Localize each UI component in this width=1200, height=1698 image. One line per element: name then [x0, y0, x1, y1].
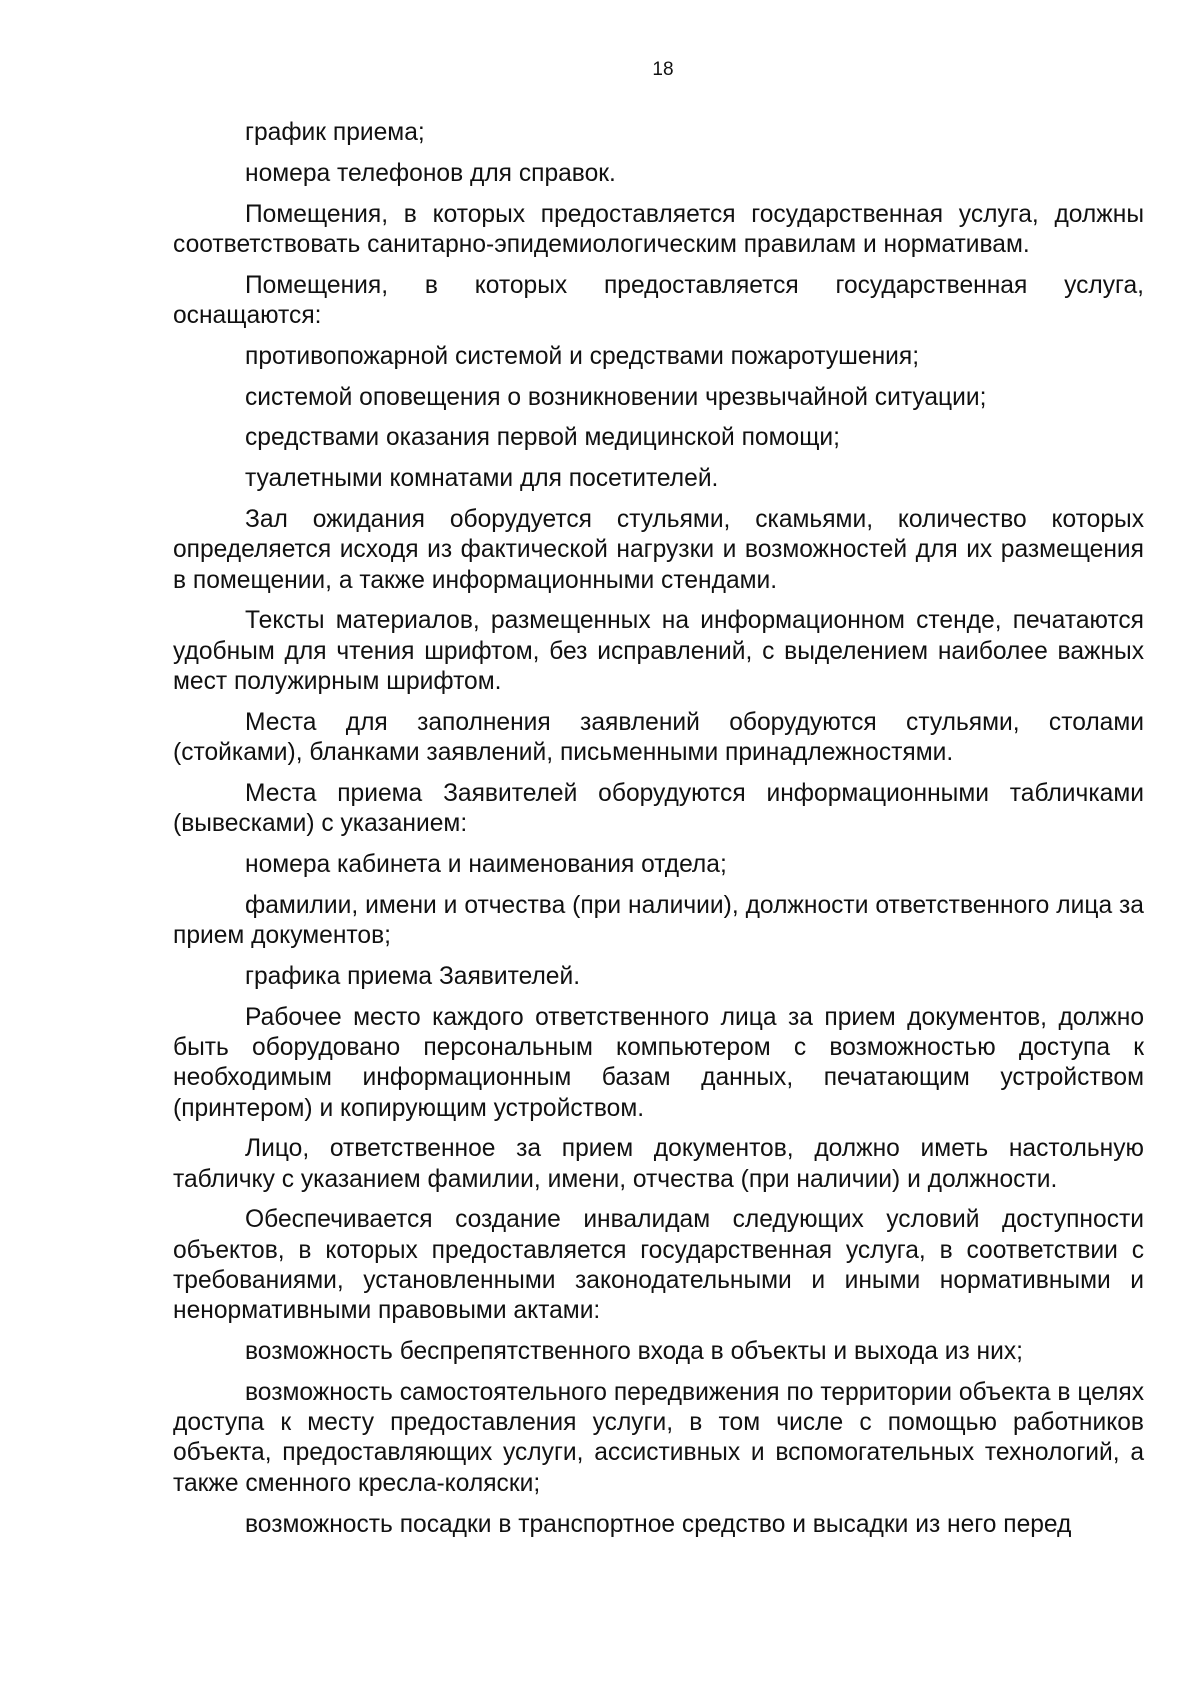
paragraph: Обеспечивается создание инвалидам следующих условий доступности объектов, в которых предоставляется государственная услуга, в соответствии с требованиями, установленными законодательными и иными нормативными и ненормативными правовыми актами:	[173, 1206, 1144, 1325]
paragraph: противопожарной системой и средствами пожаротушения;	[245, 342, 920, 370]
document-body	[173, 118, 1144, 1550]
paragraph: возможность посадки в транспортное средство и высадки из него перед	[245, 1510, 1072, 1538]
paragraph: Места приема Заявителей оборудуются информационными табличками (вывесками) с указанием:	[173, 779, 1144, 838]
paragraph: Помещения, в которых предоставляется государственная услуга, оснащаются:	[173, 271, 1144, 329]
paragraph: туалетными комнатами для посетителей.	[245, 465, 719, 493]
paragraph: фамилии, имени и отчества (при наличии), должности ответственного лица за прием документов;	[173, 891, 1144, 950]
paragraph: возможность беспрепятственного входа в объекты и выхода из них;	[245, 1338, 1024, 1366]
paragraph: Помещения, в которых предоставляется государственная услуга, должны соответствовать санитарно-эпидемиологическим правилам и нормативам.	[173, 200, 1144, 258]
paragraph: графика приема Заявителей.	[245, 962, 581, 990]
paragraph: средствами оказания первой медицинской помощи;	[245, 424, 840, 452]
paragraph: Рабочее место каждого ответственного лица за прием документов, должно быть оборудовано персональным компьютером с возможностью доступа к необходимым информационным базам данных, печатающим устройством (принтером) и копирующим устройством.	[173, 1003, 1144, 1122]
paragraph: график приема;	[245, 119, 425, 146]
paragraph: номера кабинета и наименования отдела;	[245, 850, 727, 878]
paragraph: Зал ожидания оборудуется стульями, скамьями, количество которых определяется исходя из фактической нагрузки и возможностей для их размещения в помещении, а также информационными стендами.	[173, 505, 1144, 594]
page-number: 18	[652, 59, 674, 80]
paragraph: возможность самостоятельного передвижения по территории объекта в целях доступа к месту предоставления услуги, в том числе с помощью работников объекта, предоставляющих услуги, ассистивных и вспомогательных технологий, а также сменного кресла-коляски;	[173, 1378, 1144, 1497]
paragraph: номера телефонов для справок.	[245, 159, 616, 187]
paragraph: Места для заполнения заявлений оборудуются стульями, столами (стойками), бланками заявлений, письменными принадлежностями.	[173, 708, 1144, 767]
paragraph: Тексты материалов, размещенных на информационном стенде, печатаются удобным для чтения шрифтом, без исправлений, с выделением наиболее важных мест полужирным шрифтом.	[173, 607, 1144, 695]
paragraph: системой оповещения о возникновении чрезвычайной ситуации;	[245, 383, 987, 411]
paragraph: Лицо, ответственное за прием документов, должно иметь настольную табличку с указанием фамилии, имени, отчества (при наличии) и должности.	[173, 1135, 1144, 1193]
